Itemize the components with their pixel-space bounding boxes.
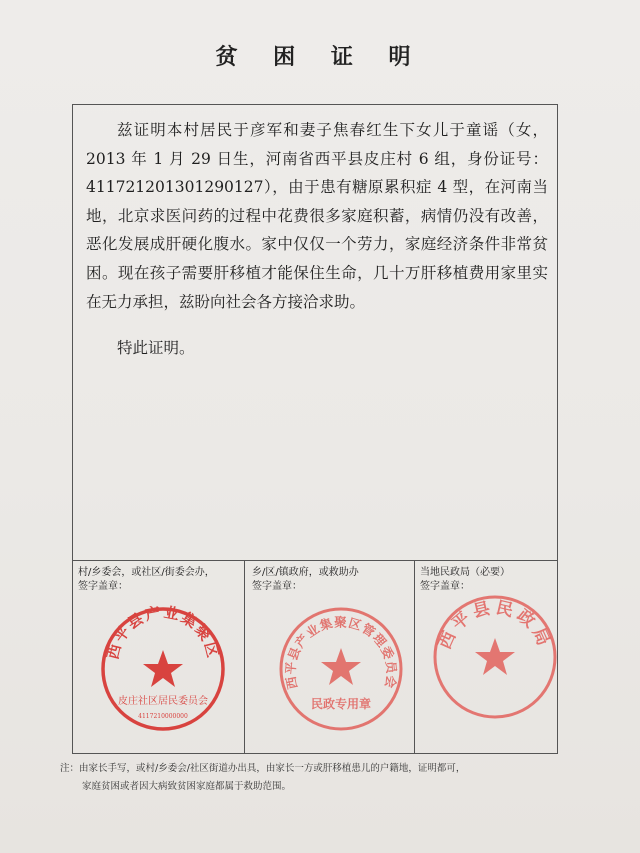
seal-township-subtext: 民政专用章 — [310, 697, 372, 711]
footnote-line1: 注：由家长手写，或村/乡委会/社区街道办出具，由家长一方或肝移植患儿的户籍地，证明都可， — [60, 763, 466, 774]
signature-label-village-line2: 签字盖章： — [78, 581, 128, 592]
signature-label-village-line1: 村/乡委会，或社区/街委会办， — [78, 567, 215, 578]
seal-village-subtext: 皮庄社区居民委员会 — [118, 696, 208, 707]
certificate-body — [86, 116, 548, 363]
seal-township-text: 西平县产业集聚区管理委员会 — [282, 614, 400, 691]
seal-village-text: 西平县产业集聚区 — [103, 604, 223, 662]
seal-village-digits: 4117210000000 — [138, 713, 188, 720]
signature-label-village — [78, 566, 244, 594]
certificate-closing: 特此证明。 — [117, 339, 195, 358]
document-title: 贫 困 证 明 — [215, 44, 425, 70]
signature-column-divider-1 — [244, 560, 245, 754]
signature-label-civil-affairs-line2: 签字盖章： — [420, 581, 470, 592]
signature-label-civil-affairs-line1: 当地民政局（必要） — [420, 567, 510, 578]
certificate-paragraph: 兹证明本村居民于彦军和妻子焦春红生下女儿于童谣（女，2013 年 1 月 29 日生，河南省西平县皮庄村 6 组，身份证号：411721201301290127），由于患有糖原累积症 4 型，在河南当地，北京求医问药的过程中花费很多家庭积蓄，病情仍没有改善，恶化发展成肝硬化腹水。家中仅仅一个劳力，家庭经济条件非常贫困。现在孩子需要肝移植才能保住生命，几十万肝移植费用家里实在无力承担，兹盼向社会各方接洽求助。 — [86, 121, 548, 311]
footnote — [60, 760, 580, 796]
signature-label-township-line2: 签字盖章： — [252, 581, 302, 592]
signature-area-top-divider — [72, 560, 558, 561]
footnote-line2: 家庭贫困或者因大病致贫困家庭都属于救助范围。 — [82, 781, 292, 792]
seal-village-committee — [98, 604, 228, 734]
seal-township-government — [276, 604, 406, 734]
signature-label-township — [252, 566, 412, 594]
signature-label-township-line1: 乡/区/镇政府，或救助办 — [252, 567, 359, 578]
seal-civil-affairs-text: 西平县民政局 — [435, 597, 555, 653]
seal-civil-affairs-bureau — [428, 590, 562, 724]
signature-column-divider-2 — [414, 560, 415, 754]
